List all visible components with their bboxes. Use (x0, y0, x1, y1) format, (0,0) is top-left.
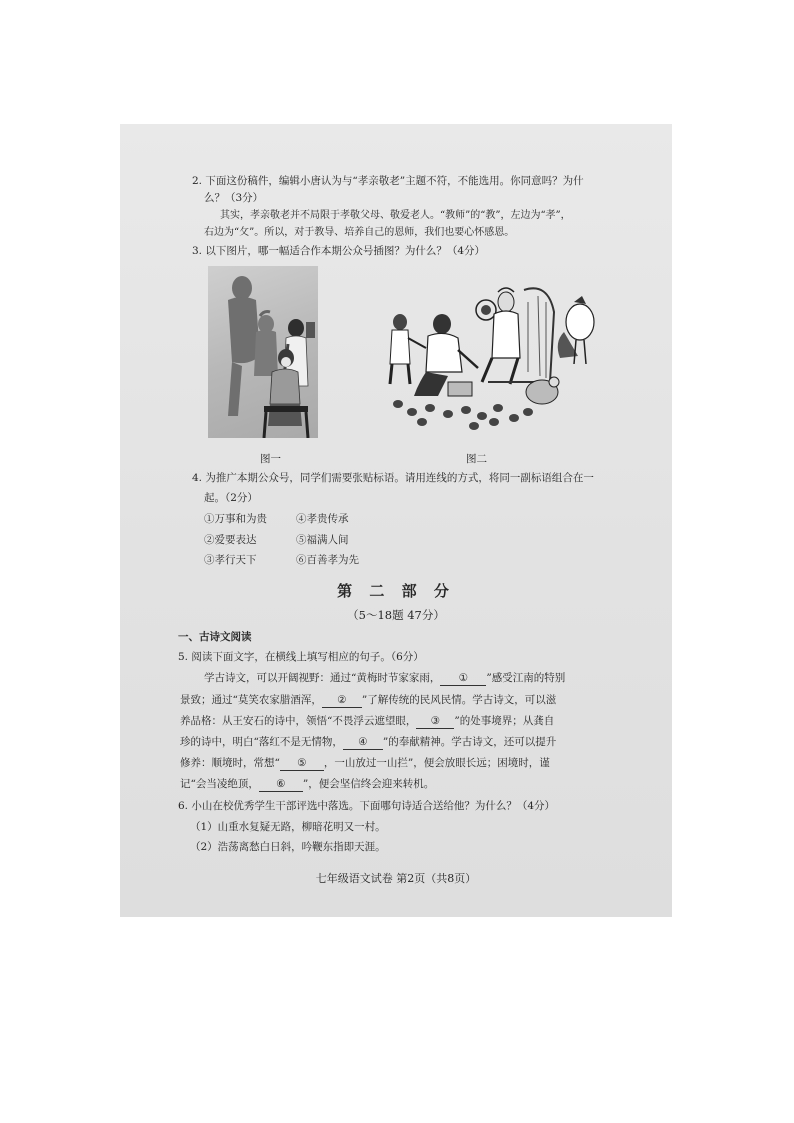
section-heading-classical-reading: 一、古诗文阅读 (178, 631, 252, 643)
q5-text: 记“会当凌绝顶， (180, 778, 259, 790)
slogan-left-1[interactable]: ①万事和为贵 (204, 513, 267, 525)
q5-text: 养品格：从王安石的诗中，领悟“不畏浮云遮望眼， (180, 715, 417, 727)
q5-text: 修养：顺境时，常想“ (180, 757, 280, 769)
picture-one-caption: 图一 (260, 453, 281, 465)
q2-line2: 么？（3分） (204, 192, 264, 204)
q3-question: 3. 以下图片，哪一幅适合作本期公众号插图？为什么？（4分） (192, 245, 486, 257)
q6-option-2: （2）浩荡离愁白日斜，吟鞭东指即天涯。 (190, 841, 386, 853)
q5-text: ”，便会坚信终会迎来转机。 (302, 778, 435, 790)
q5-text: ”的奉献精神。学古诗文，还可以提升 (382, 736, 557, 748)
q5-line1 (204, 671, 565, 686)
q5-text: ”的处事境界；从龚自 (454, 715, 555, 727)
answer-blank-4[interactable]: ④ (343, 735, 383, 750)
q2-passage-line2: 右边为“攵”。所以，对于教导、培养自己的恩师，我们也要心怀感恩。 (204, 227, 515, 238)
q5-text: ，一山放过一山拦”，便会放眼长远；困境时，谨 (323, 757, 550, 769)
answer-blank-2[interactable]: ② (322, 693, 362, 708)
q5-line6 (180, 777, 434, 792)
answer-blank-1[interactable]: ① (440, 671, 486, 686)
q6-question: 6. 小山在校优秀学生干部评选中落选。下面哪句诗适合送给他？为什么？（4分） (178, 800, 556, 812)
q2-passage-line1: 其实，孝亲敬老并不局限于孝敬父母、敬爱老人。“教师”的“教”，左边为“孝”， (220, 210, 571, 221)
q5-line2 (180, 693, 556, 708)
answer-blank-6[interactable]: ⑥ (259, 777, 303, 792)
q2-line1: 2. 下面这份稿件，编辑小唐认为与“孝亲敬老”主题不符，不能选用。你同意吗？为什 (192, 175, 584, 187)
q5-intro: 5. 阅读下面文字，在横线上填写相应的句子。（6分） (178, 651, 424, 663)
q4-line1: 4. 为推广本期公众号，同学们需要张贴标语。请用连线的方式，将同一副标语组合在一 (192, 472, 594, 484)
q5-text: ”感受江南的特别 (486, 672, 566, 684)
picture-two-caption: 图二 (466, 453, 487, 465)
picture-two (378, 272, 600, 440)
page-footer: 七年级语文试卷 第2页（共8页） (315, 872, 477, 885)
answer-blank-3[interactable]: ③ (416, 714, 454, 729)
part-two-title: 第 二 部 分 (337, 582, 455, 600)
q5-text: ”了解传统的民风民情。学古诗文，可以滋 (361, 694, 557, 706)
q4-line2: 起。（2分） (204, 492, 258, 504)
picture-one (208, 266, 318, 438)
slogan-right-5[interactable]: ⑤福满人间 (296, 534, 349, 546)
q5-text: 景致；通过“莫笑农家腊酒浑， (180, 694, 322, 706)
slogan-right-6[interactable]: ⑥百善孝为先 (296, 554, 359, 566)
q5-line4 (180, 735, 556, 750)
q5-line5 (180, 756, 550, 771)
slogan-right-4[interactable]: ④孝贵传承 (296, 513, 349, 525)
exam-page (120, 124, 672, 917)
q5-text: 学古诗文，可以开阔视野：通过“黄梅时节家家雨， (204, 672, 441, 684)
q5-text: 珍的诗中，明白“落红不是无情物， (180, 736, 343, 748)
answer-blank-5[interactable]: ⑤ (280, 756, 324, 771)
slogan-left-3[interactable]: ③孝行天下 (204, 554, 257, 566)
q5-line3 (180, 714, 554, 729)
slogan-left-2[interactable]: ②爱要表达 (204, 534, 257, 546)
part-two-subtitle: （5～18题 47分） (347, 608, 445, 622)
q6-option-1: （1）山重水复疑无路，柳暗花明又一村。 (190, 821, 386, 833)
